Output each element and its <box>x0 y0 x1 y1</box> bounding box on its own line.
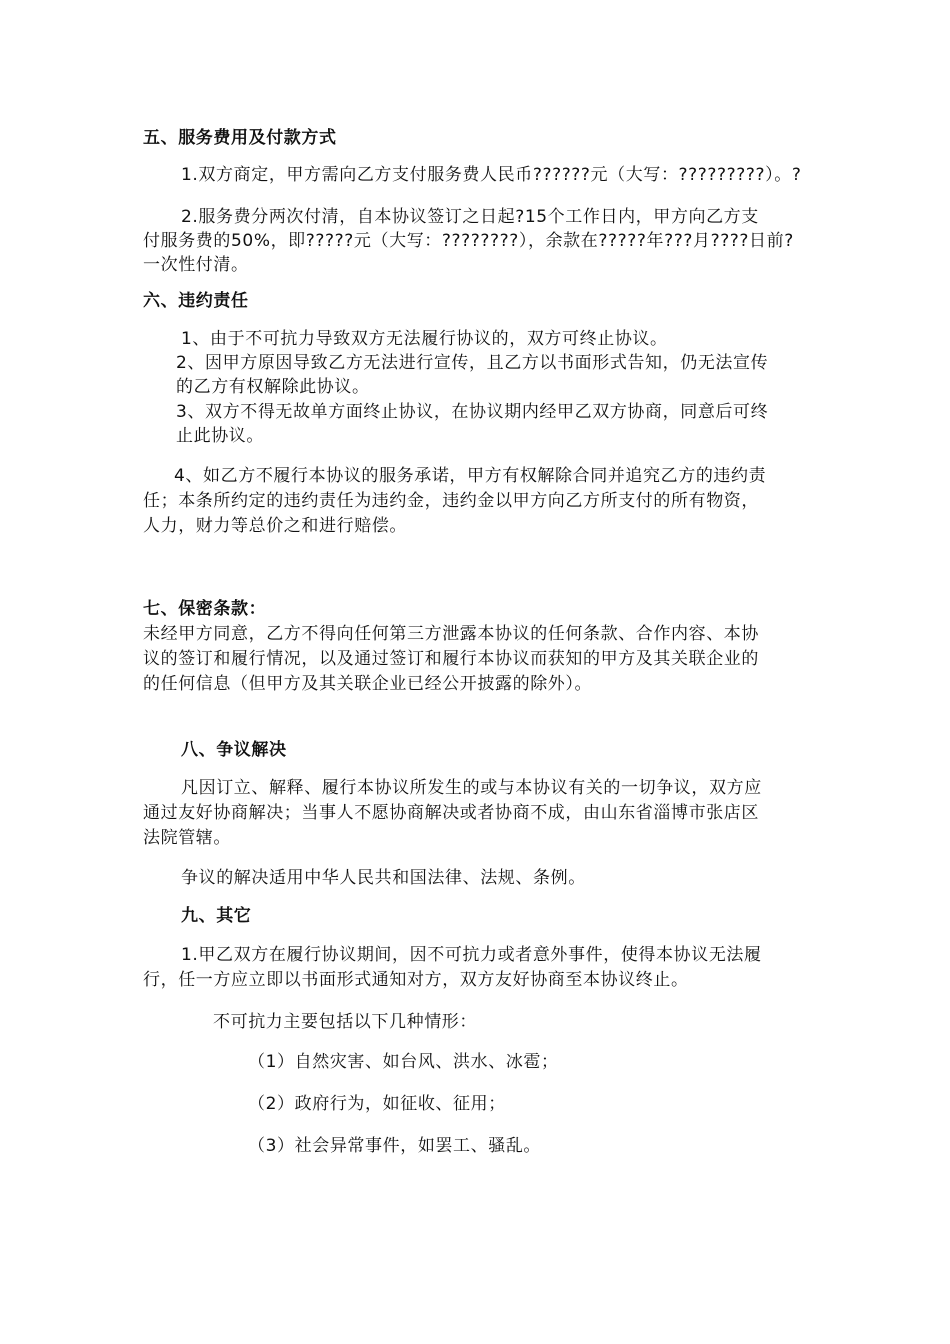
section-heading-7: 七、保密条款： <box>143 599 267 619</box>
dispute-text: 通过友好协商解决；当事人不愿协商解决或者协商不成，由山东省淄博市张店区 <box>143 803 759 823</box>
payment-clause-2: 2.服务费分两次付清，自本协议签订之日起?15个工作日内，甲方向乙方支 <box>181 207 759 227</box>
section-heading-6: 六、违约责任 <box>143 291 249 311</box>
section-heading-9: 九、其它 <box>181 906 252 926</box>
liability-item-1: 1、由于不可抗力导致双方无法履行协议的，双方可终止协议。 <box>181 329 668 349</box>
confidentiality-text: 未经甲方同意，乙方不得向任何第三方泄露本协议的任何条款、合作内容、本协 <box>143 624 759 644</box>
liability-item-2: 2、因甲方原因导致乙方无法进行宣传，且乙方以书面形式告知，仍无法宣传 <box>176 353 769 373</box>
force-majeure-item: （3）社会异常事件，如罢工、骚乱。 <box>248 1136 542 1156</box>
section-heading-5: 五、服务费用及付款方式 <box>143 128 337 148</box>
liability-item-4: 4、如乙方不履行本协议的服务承诺，甲方有权解除合同并追究乙方的违约责 <box>174 466 767 486</box>
liability-item-4: 人力，财力等总价之和进行赔偿。 <box>143 516 407 536</box>
payment-clause-2: 付服务费的50%，即?????元（大写：????????），余款在?????年???月????日前? <box>143 231 794 251</box>
liability-item-2: 的乙方有权解除此协议。 <box>176 377 370 397</box>
payment-clause-2: 一次性付清。 <box>143 255 249 275</box>
liability-item-3: 3、双方不得无故单方面终止协议，在协议期内经甲乙双方协商，同意后可终 <box>176 402 769 422</box>
force-majeure-item: （1）自然灾害、如台风、洪水、冰雹； <box>248 1052 559 1072</box>
liability-item-3: 止此协议。 <box>176 426 264 446</box>
dispute-text: 法院管辖。 <box>143 828 231 848</box>
payment-clause-1: 1.双方商定，甲方需向乙方支付服务费人民币??????元（大写：?????????）。? <box>181 165 802 185</box>
liability-item-4: 任；本条所约定的违约责任为违约金，违约金以甲方向乙方所支付的所有物资， <box>143 491 759 511</box>
confidentiality-text: 议的签订和履行情况，以及通过签订和履行本协议而获知的甲方及其关联企业的 <box>143 649 759 669</box>
dispute-text: 凡因订立、解释、履行本协议所发生的或与本协议有关的一切争议，双方应 <box>181 778 762 798</box>
force-majeure-intro: 不可抗力主要包括以下几种情形： <box>213 1012 477 1032</box>
confidentiality-text: 的任何信息（但甲方及其关联企业已经公开披露的除外）。 <box>143 674 593 694</box>
force-majeure-item: （2）政府行为，如征收、征用； <box>248 1094 506 1114</box>
other-clause-1: 行，任一方应立即以书面形式通知对方，双方友好协商至本协议终止。 <box>143 970 689 990</box>
governing-law-text: 争议的解决适用中华人民共和国法律、法规、条例。 <box>181 868 586 888</box>
section-heading-8: 八、争议解决 <box>181 740 287 760</box>
other-clause-1: 1.甲乙双方在履行协议期间，因不可抗力或者意外事件，使得本协议无法履 <box>181 945 762 965</box>
